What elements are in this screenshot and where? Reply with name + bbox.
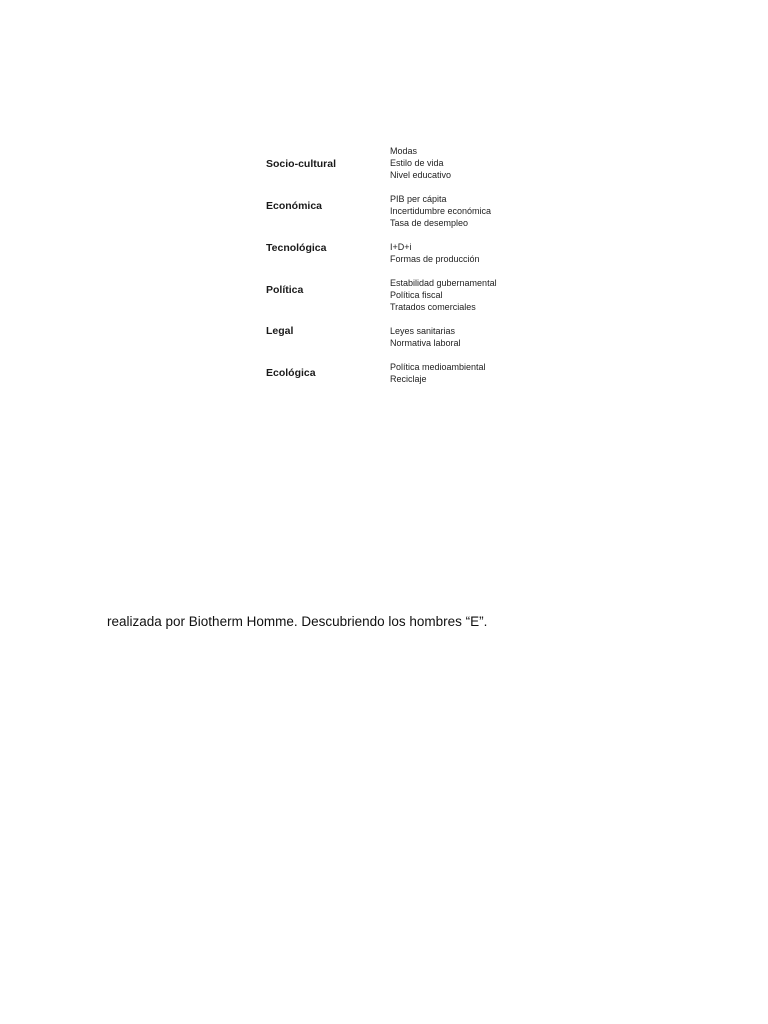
- factor-item: Política medioambiental: [390, 362, 486, 372]
- factor-item: Nivel educativo: [390, 170, 452, 180]
- factor-item: Tasa de desempleo: [390, 218, 469, 228]
- factor-item: Reciclaje: [390, 374, 427, 384]
- factor-item: Leyes sanitarias: [390, 326, 456, 336]
- factor-item: Tratados comerciales: [390, 302, 476, 312]
- factor-list: [390, 325, 461, 349]
- category-label: Política: [266, 284, 304, 296]
- factor-list: [390, 145, 451, 181]
- pest-analysis-figure: [266, 145, 526, 389]
- factor-list: [390, 241, 480, 265]
- category-label: Legal: [266, 325, 294, 337]
- category-label: Ecológica: [266, 367, 316, 379]
- factor-item: I+D+i: [390, 242, 412, 252]
- factor-item: Estilo de vida: [390, 158, 444, 168]
- category-label: Económica: [266, 200, 323, 212]
- factor-item: PIB per cápita: [390, 194, 447, 204]
- factor-item: Normativa laboral: [390, 338, 461, 348]
- factor-item: Formas de producción: [390, 254, 480, 264]
- factor-item: Modas: [390, 146, 418, 156]
- factor-item: Política fiscal: [390, 290, 443, 300]
- category-label: Tecnológica: [266, 242, 327, 254]
- factor-list: [390, 277, 497, 313]
- category-label: Socio-cultural: [266, 158, 337, 170]
- factor-item: Estabilidad gubernamental: [390, 278, 497, 288]
- body-text-line: realizada por Biotherm Homme. Descubriendo los hombres “E”.: [107, 614, 488, 629]
- factor-list: [390, 361, 486, 385]
- factor-list: [390, 193, 491, 229]
- factor-item: Incertidumbre económica: [390, 206, 492, 216]
